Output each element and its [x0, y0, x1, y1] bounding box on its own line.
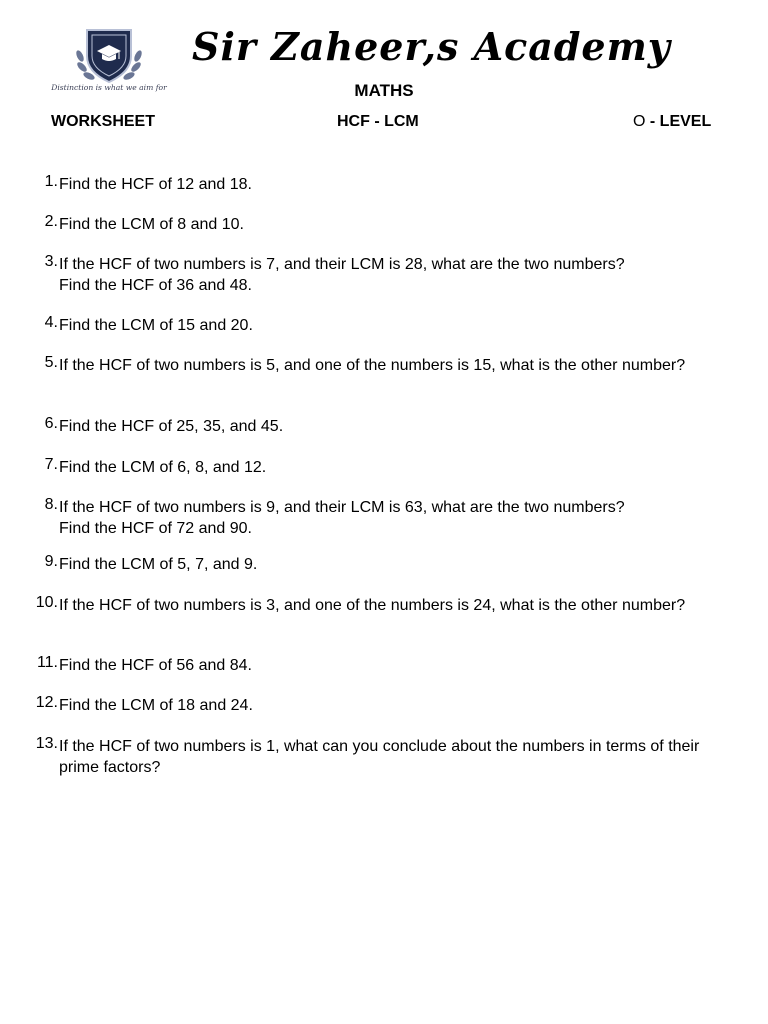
- question-text: Find the HCF of 25, 35, and 45.: [59, 418, 284, 435]
- question-number: 2.: [44, 213, 58, 230]
- question-text: If the HCF of two numbers is 5, and one of the numbers is 15, what is the other number?: [59, 357, 686, 374]
- question-number: 12.: [35, 694, 58, 711]
- question-text-line: If the HCF of two numbers is 7, and their LCM is 28, what are the two numbers?: [59, 256, 625, 273]
- question-text: [59, 255, 729, 296]
- question-number: 4.: [44, 314, 58, 331]
- question-text: Find the LCM of 5, 7, and 9.: [59, 556, 258, 573]
- question-text: Find the LCM of 18 and 24.: [59, 697, 253, 714]
- question-text-line: If the HCF of two numbers is 9, and their LCM is 63, what are the two numbers?: [59, 499, 625, 516]
- question-number: 11.: [36, 654, 58, 671]
- question-text: [59, 498, 729, 539]
- academy-title: Sir Zaheer,s Academy: [192, 24, 671, 69]
- topic-label: HCF - LCM: [337, 113, 419, 130]
- level-label: [633, 112, 711, 132]
- question-text: Find the LCM of 8 and 10.: [59, 216, 244, 233]
- question-number: 3.: [44, 253, 58, 270]
- question-number: 9.: [44, 553, 58, 570]
- question-number: 13.: [35, 735, 58, 752]
- question-text-line: Find the HCF of 36 and 48.: [59, 276, 252, 294]
- question-number: 8.: [44, 496, 58, 513]
- level-suffix: - LEVEL: [645, 113, 712, 130]
- level-letter: O: [633, 113, 646, 130]
- shield-emblem-icon: [73, 26, 145, 84]
- subject-heading: MATHS: [354, 81, 414, 100]
- worksheet-label: WORKSHEET: [51, 113, 155, 130]
- question-number: 10.: [35, 594, 58, 611]
- question-text: Find the HCF of 12 and 18.: [59, 176, 252, 193]
- question-number: 7.: [44, 456, 58, 473]
- logo-tagline: Distinction is what we aim for: [51, 83, 167, 92]
- question-text: If the HCF of two numbers is 1, what can you conclude about the numbers in terms of their prime factors?: [59, 738, 700, 776]
- question-number: 6.: [44, 415, 58, 432]
- question-text: Find the HCF of 56 and 84.: [59, 657, 252, 674]
- question-number: 1.: [44, 173, 58, 190]
- question-text: If the HCF of two numbers is 3, and one of the numbers is 24, what is the other number?: [59, 597, 686, 614]
- question-text-line: Find the HCF of 72 and 90.: [59, 519, 252, 537]
- question-text: Find the LCM of 6, 8, and 12.: [59, 459, 267, 476]
- question-number: 5.: [44, 354, 58, 371]
- question-text: Find the LCM of 15 and 20.: [59, 317, 253, 334]
